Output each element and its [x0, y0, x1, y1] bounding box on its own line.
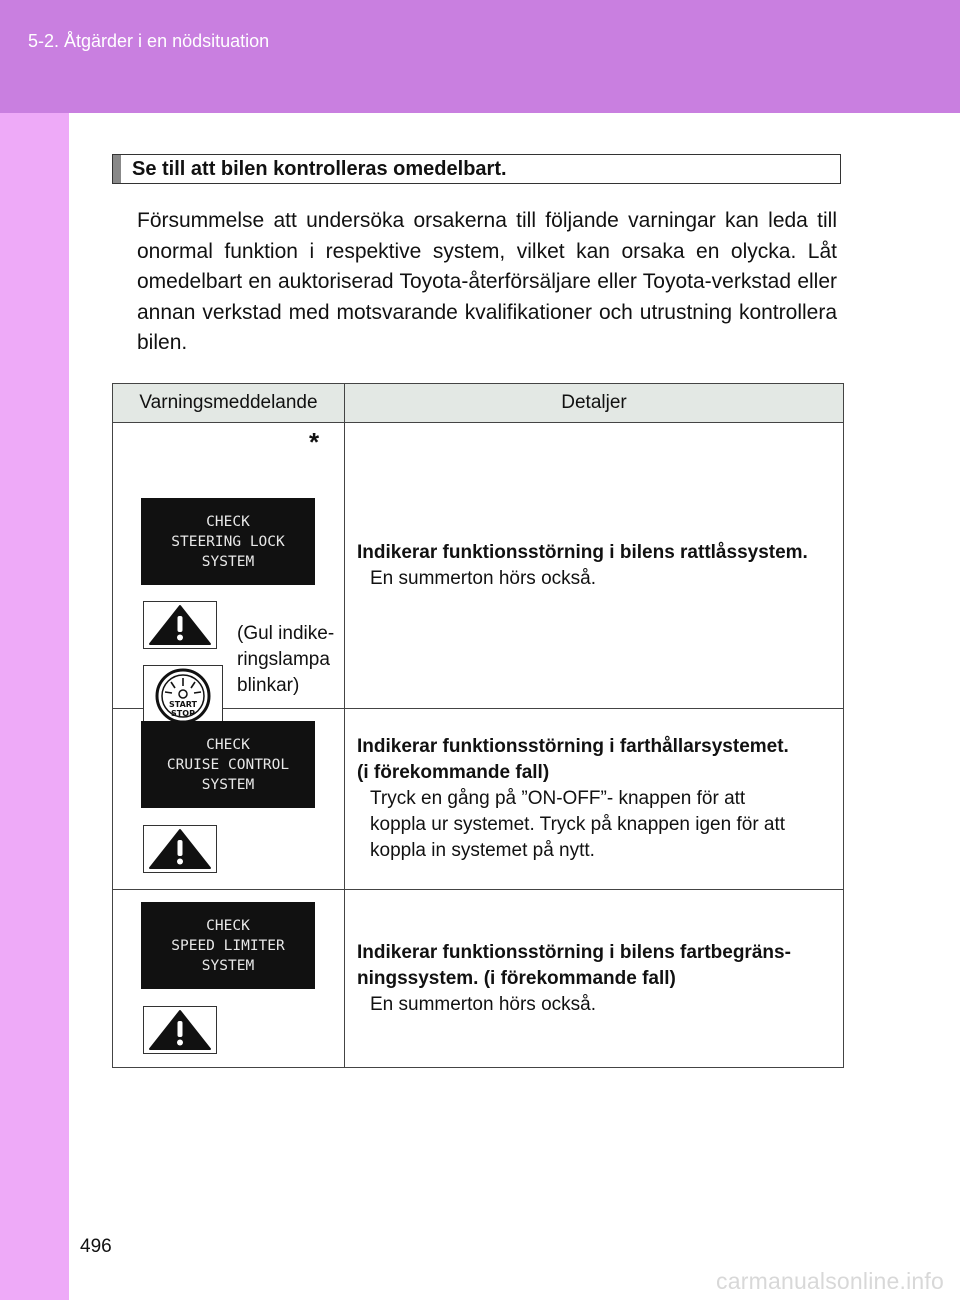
- display-line: SPEED LIMITER: [171, 937, 285, 954]
- message-cell: [113, 423, 345, 718]
- warning-triangle-icon: [143, 1006, 217, 1054]
- message-cell: [113, 890, 345, 1068]
- display-line: CHECK: [206, 736, 250, 753]
- caution-heading-box: [112, 154, 841, 184]
- warning-triangle-icon: [143, 825, 217, 873]
- display-line: SYSTEM: [201, 553, 255, 570]
- display-line: SYSTEM: [201, 957, 255, 974]
- side-margin: [0, 113, 69, 1300]
- details-text: koppla in systemet på nytt.: [370, 840, 595, 861]
- details-title: (i förekommande fall): [357, 762, 550, 783]
- details-title: Indikerar funktionsstörning i farthållarsystemet.: [357, 736, 789, 757]
- details-title: Indikerar funktionsstörning i bilens fartbegräns-: [357, 941, 791, 963]
- warning-triangle-icon: [143, 601, 217, 649]
- details-cell: [345, 890, 844, 1068]
- table-row: [113, 709, 844, 890]
- lamp-label-start: START: [168, 700, 198, 709]
- details-text: Tryck en gång på ”ON-OFF”- knappen för att: [370, 788, 746, 809]
- watermark: carmanualsonline.info: [716, 1268, 944, 1294]
- steering-lock-display: [141, 498, 315, 585]
- column-header-message: Varningsmeddelande: [113, 384, 345, 423]
- asterisk-note: *: [309, 427, 320, 457]
- caution-heading: Se till att bilen kontrolleras omedelbart.: [132, 158, 507, 180]
- table-row: [113, 423, 844, 709]
- display-line: CHECK: [206, 513, 250, 530]
- cruise-control-display: [141, 721, 315, 808]
- display-line: SYSTEM: [201, 776, 255, 793]
- section-title: 5-2. Åtgärder i en nödsituation: [28, 31, 270, 51]
- message-cell: [113, 709, 345, 890]
- warning-table: [112, 383, 844, 1068]
- details-text: En summerton hörs också.: [370, 993, 596, 1015]
- details-text: En summerton hörs också.: [370, 567, 596, 589]
- lamp-note: (Gul indike- ringslampa blinkar): [237, 623, 335, 696]
- column-header-details: Detaljer: [345, 384, 844, 423]
- heading-bar: [113, 155, 121, 183]
- speed-limiter-display: [141, 902, 315, 989]
- details-cell: [345, 709, 844, 890]
- display-line: CRUISE CONTROL: [166, 756, 290, 773]
- display-line: CHECK: [206, 917, 250, 934]
- table-header-row: [113, 384, 844, 423]
- page-header: [0, 0, 960, 113]
- lamp-label-stop: STOP: [171, 709, 195, 718]
- details-title: Indikerar funktionsstörning i bilens rattlåssystem.: [357, 541, 808, 563]
- intro-paragraph: Försummelse att undersöka orsakerna till följande varningar kan leda till onormal funktion i respektive system, vilket kan orsaka en olycka. Låt omedelbart en auktoriserad Toyota-återförsäljare eller Toyota-verkstad eller annan verkstad med motsvarande kvalifikationer och utrustning kontrollera bilen.: [137, 209, 837, 354]
- page-number: 496: [80, 1236, 112, 1257]
- display-line: STEERING LOCK: [171, 533, 285, 550]
- details-text: koppla ur systemet. Tryck på knappen igen för att: [370, 814, 786, 835]
- table-row: [113, 890, 844, 1068]
- details-title: ningssystem. (i förekommande fall): [357, 967, 676, 989]
- details-cell: [345, 423, 844, 709]
